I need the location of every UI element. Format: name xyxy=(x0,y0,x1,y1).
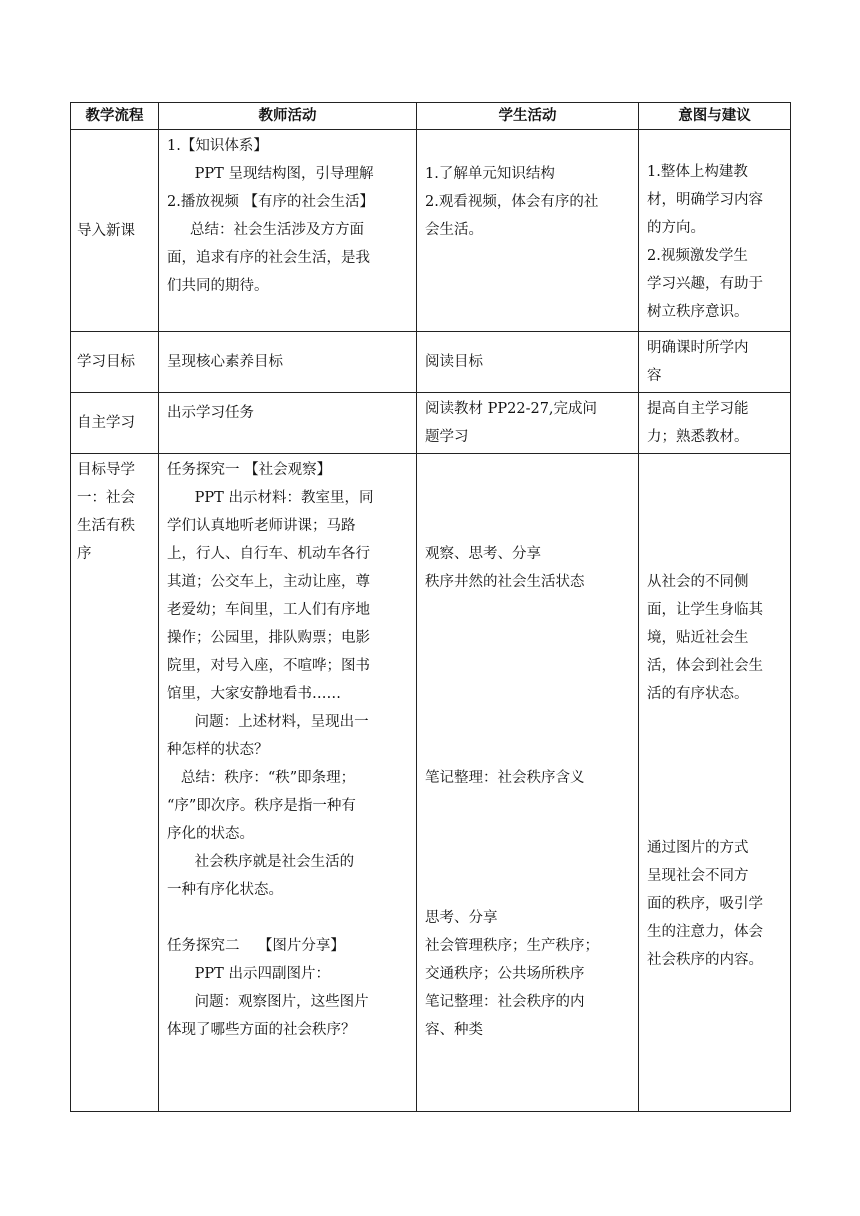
intent-cell: 1.整体上构建教 材，明确学习内容 的方向。 2.视频激发学生 学习兴趣，有助于 树立秩序意识。 xyxy=(639,130,791,332)
lesson-plan-table xyxy=(70,102,791,1112)
flow-cell: 目标导学 一：社会 生活有秩 序 xyxy=(71,454,159,1112)
header-student: 学生活动 xyxy=(417,103,639,130)
intent-cell: 从社会的不同侧 面，让学生身临其 境，贴近社会生 活，体会到社会生 活的有序状态。 通过图片的方式 呈现社会不同方 面的秩序，吸引学 生的注意力，体会 社会秩序的内容。 xyxy=(639,454,791,1112)
teacher-cell: 任务探究一 【社会观察】 PPT 出示材料：教室里，同 学们认真地听老师讲课；马路 上，行人、自行车、机动车各行 其道；公交车上，主动让座，尊 老爱幼；车间里，工人们有序地 操作；公园里，排队购票；电影 院里，对号入座，不喧哗；图书 馆里，大家安静地看书…… 问题：上述材料，呈现出一 种怎样的状态？ 总结：秩序：“秩”即条理； “序”即次序。秩序是指一种有 序化的状态。 社会秩序就是社会生活的 一种有序化状态。 任务探究二 【图片分享】 PPT 出示四副图片： 问题：观察图片，这些图片 体现了哪些方面的社会秩序？ xyxy=(159,454,417,1112)
flow-cell: 自主学习 xyxy=(71,393,159,454)
header-row xyxy=(71,103,791,130)
header-teacher: 教师活动 xyxy=(159,103,417,130)
intent-cell: 提高自主学习能 力；熟悉教材。 xyxy=(639,393,791,454)
teacher-cell: 呈现核心素养目标 xyxy=(159,332,417,393)
header-intent: 意图与建议 xyxy=(639,103,791,130)
table-row xyxy=(71,454,791,1112)
student-cell: 阅读教材 PP22-27,完成问 题学习 xyxy=(417,393,639,454)
intent-cell: 明确课时所学内 容 xyxy=(639,332,791,393)
header-flow: 教学流程 xyxy=(71,103,159,130)
student-cell: 观察、思考、分享 秩序井然的社会生活状态 笔记整理：社会秩序含义 思考、分享 社会管理秩序；生产秩序； 交通秩序；公共场所秩序 笔记整理：社会秩序的内 容、种类 xyxy=(417,454,639,1112)
student-cell: 1.了解单元知识结构 2.观看视频，体会有序的社 会生活。 xyxy=(417,130,639,332)
flow-cell: 学习目标 xyxy=(71,332,159,393)
table-row xyxy=(71,393,791,454)
teacher-cell: 出示学习任务 xyxy=(159,393,417,454)
table-row xyxy=(71,332,791,393)
teacher-cell: 1.【知识体系】 PPT 呈现结构图，引导理解 2.播放视频 【有序的社会生活】 总结：社会生活涉及方方面 面，追求有序的社会生活，是我 们共同的期待。 xyxy=(159,130,417,332)
table-row xyxy=(71,130,791,332)
flow-cell: 导入新课 xyxy=(71,130,159,332)
student-cell: 阅读目标 xyxy=(417,332,639,393)
